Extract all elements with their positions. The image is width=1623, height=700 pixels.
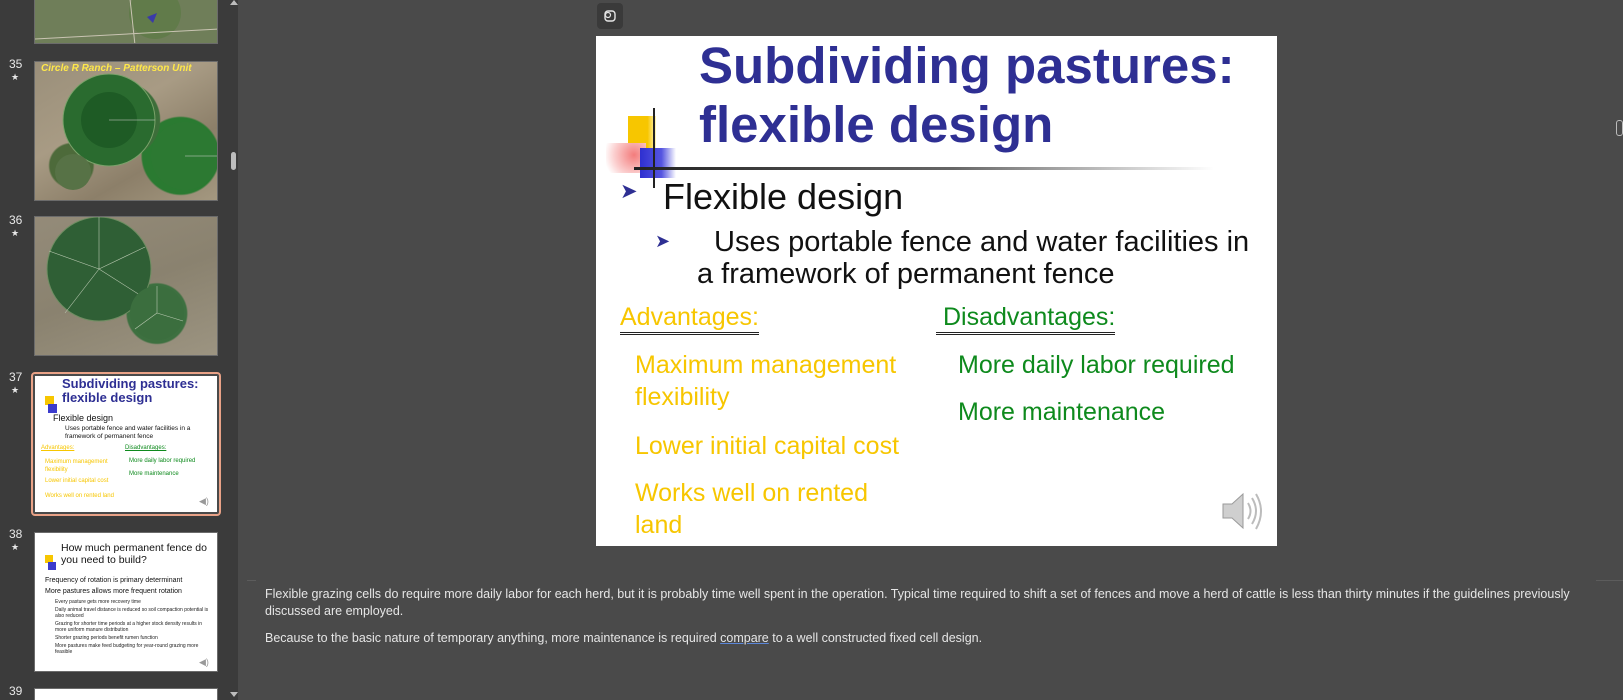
notes-text: Because to the basic nature of temporary anything, more maintenance is required xyxy=(265,631,721,645)
copilot-button[interactable] xyxy=(597,3,623,29)
thumbnail-line: Disadvantages: xyxy=(125,445,167,451)
slide-canvas[interactable] xyxy=(596,36,1277,546)
thumbnail-bullet: Frequency of rotation is primary determinant xyxy=(45,577,183,584)
thumbnail-line: Uses portable fence and water facilities in a framework of permanent fence xyxy=(65,425,191,440)
thumbnail-line: Advantages: xyxy=(41,445,75,451)
advantages-heading[interactable]: Advantages: xyxy=(620,302,759,335)
notes-pane[interactable] xyxy=(256,577,1596,700)
advantage-text: Works well on rented land xyxy=(635,479,868,539)
thumbnail-sub-bullet: Daily animal travel distance is reduced so soil compaction potential is also reduced xyxy=(55,607,209,619)
bullet-level1[interactable]: Flexible design xyxy=(663,176,904,217)
scroll-down-icon[interactable] xyxy=(230,692,238,697)
advantage-item[interactable] xyxy=(635,349,925,413)
slide-thumbnail-35[interactable] xyxy=(34,61,218,201)
star-icon: ★ xyxy=(11,228,20,238)
thumbnail-canvas xyxy=(35,376,217,512)
thumbnail-bullet: More pastures allows more frequent rotation xyxy=(45,588,182,595)
deco-squares xyxy=(48,404,57,413)
aerial-photo xyxy=(35,0,218,44)
slide-number: 36 xyxy=(9,213,23,227)
slide-thumbnail-37[interactable] xyxy=(31,372,221,516)
speaker-icon: ◀) xyxy=(199,496,209,506)
thumbnail-line: Works well on rented land xyxy=(45,493,114,499)
slide-title[interactable]: Subdividing pastures: flexible design xyxy=(699,37,1235,153)
advantage-item[interactable] xyxy=(635,477,895,541)
slide-number: 35 xyxy=(9,57,23,71)
arrow-bullet-icon: ➤ xyxy=(620,180,638,203)
notes-paragraph-2[interactable] xyxy=(265,630,1585,647)
disadvantage-item[interactable]: More maintenance xyxy=(958,398,1166,426)
notes-text: to a well constructed fixed cell design. xyxy=(768,631,983,645)
deco-square-blue xyxy=(640,148,676,178)
thumbnail-line: Lower initial capital cost xyxy=(45,478,109,484)
advantage-text: Maximum management flexibility xyxy=(635,351,897,411)
copilot-icon xyxy=(597,3,623,29)
slide-thumbnail-38[interactable] xyxy=(34,532,218,672)
deco-vertical-line xyxy=(653,108,655,188)
slide-thumbnail-39[interactable] xyxy=(34,688,218,700)
speaker-icon[interactable] xyxy=(1219,489,1265,533)
thumbnail-sub-bullet: Shorter grazing periods benefit rumen function xyxy=(55,635,158,641)
title-rule xyxy=(634,167,1214,170)
star-icon: ★ xyxy=(11,72,20,82)
star-icon: ★ xyxy=(11,542,20,552)
slide-thumbnail-36[interactable] xyxy=(34,216,218,356)
bullet-level2[interactable]: Uses portable fence and water facilities in a framework of permanent fence xyxy=(697,226,1250,290)
thumbnail-line: More daily labor required xyxy=(129,458,196,464)
disadvantages-heading[interactable]: Disadvantages: xyxy=(936,302,1115,335)
slide-number: 39 xyxy=(9,684,23,698)
deco-squares xyxy=(48,562,56,570)
thumbnail-title: Subdividing pastures: flexible design xyxy=(62,376,199,405)
disadvantage-item[interactable]: More daily labor required xyxy=(958,351,1235,379)
speaker-icon: ◀) xyxy=(199,657,209,667)
thumbnail-line: More maintenance xyxy=(129,471,179,477)
right-scrollbar-thumb[interactable] xyxy=(1616,120,1623,136)
arrow-bullet-icon: ➤ xyxy=(655,231,671,251)
slide-number: 37 xyxy=(9,370,23,384)
slide-thumbnail-34[interactable] xyxy=(34,0,218,44)
thumbnail-line: Maximum management flexibility xyxy=(45,459,108,473)
spellcheck-flagged-word[interactable]: compare xyxy=(720,631,769,645)
thumbnail-sub-bullet: More pastures make feed budgeting for year-round grazing more feasible xyxy=(55,643,199,655)
aerial-photo xyxy=(35,62,218,201)
slide-number: 38 xyxy=(9,527,23,541)
slide-thumbnail-pane[interactable] xyxy=(0,0,238,700)
thumbnail-scrollbar[interactable] xyxy=(229,0,238,700)
aerial-photo xyxy=(35,217,218,356)
scrollbar-thumb[interactable] xyxy=(231,152,236,170)
thumbnail-line: Flexible design xyxy=(53,413,114,423)
advantage-item[interactable]: Lower initial capital cost xyxy=(635,432,900,460)
notes-paragraph-1[interactable]: Flexible grazing cells do require more daily labor for each herd, but it is probably time well spent in the operation. Typical time required to shift a set of fences and move a herd of cattle is less than thirty minutes if the guidelines previously discussed are employed. xyxy=(265,587,1570,618)
thumbnail-title: How much permanent fence do you need to build? xyxy=(61,542,207,566)
thumbnail-title: Circle R Ranch – Patterson Unit xyxy=(41,63,192,74)
thumbnail-sub-bullet: Every pasture gets more recovery time xyxy=(55,599,141,605)
star-icon: ★ xyxy=(11,385,20,395)
thumbnail-sub-bullet: Grazing for shorter time periods at a higher stock density results in more uniform manure distribution xyxy=(55,621,203,633)
scroll-up-icon[interactable] xyxy=(230,0,238,5)
